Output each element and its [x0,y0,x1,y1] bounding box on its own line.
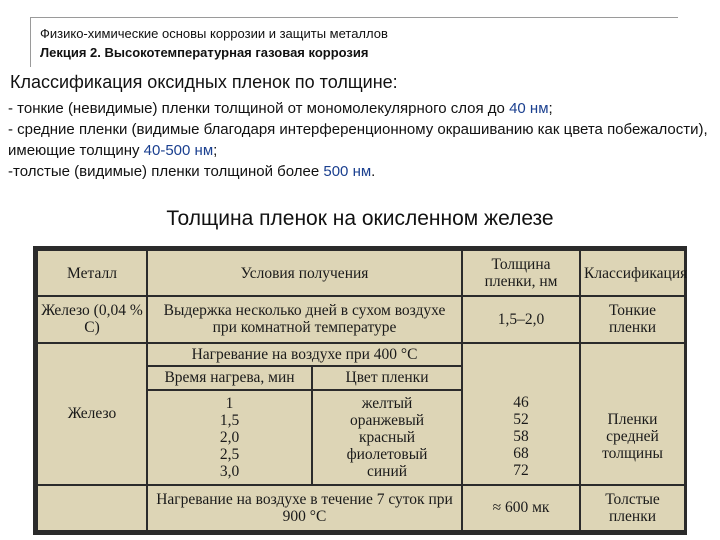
cell-time-header: Время нагрева, мин [147,366,312,390]
header-classification: Классификация [580,250,685,296]
list-item-medium: - средние пленки (видимые благодаря интерференционному окрашиванию как цвета побежалости), имеющие толщину 40-500 нм; [8,121,708,159]
cell-heating-times: 1 1,5 2,0 2,5 3,0 [147,390,312,485]
cell-class-thick: Толстые пленки [580,485,685,531]
lecture-title: Лекция 2. Высокотемпературная газовая коррозия [40,45,369,60]
cell-metal-iron: Железо [37,343,147,485]
cell-class-thin: Тонкие пленки [580,296,685,342]
cell-class-medium: Пленки средней толщины [580,390,685,485]
classification-list [8,98,713,182]
list-item-thick: -толстые (видимые) пленки толщиной более 500 нм. [8,163,376,180]
cell-thickness-values: 46 52 58 68 72 [462,390,580,485]
header-metal: Металл [37,250,147,296]
cell-conditions-room-temp: Выдержка несколько дней в сухом воздухе при комнатной температуре [147,296,462,342]
cell-thickness-thick: ≈ 600 мк [462,485,580,531]
header-rule-top [30,17,678,18]
cell-color-header: Цвет пленки [312,366,462,390]
cell-metal-iron-carbon: Железо (0,04 % С) [37,296,147,342]
header-thickness: Толщина пленки, нм [462,250,580,296]
course-title: Физико-химические основы коррозии и защиты металлов [40,26,388,41]
header-conditions: Условия получения [147,250,462,296]
cell-film-colors: желтый оранжевый красный фиолетовый синий [312,390,462,485]
header-rule-left [30,17,31,67]
cell-thickness-thin: 1,5–2,0 [462,296,580,342]
cell-heating-400: Нагревание на воздухе при 400 °С [147,343,462,366]
list-item-thin: - тонкие (невидимые) пленки толщиной от мономолекулярного слоя до 40 нм; [8,100,553,117]
film-thickness-table [33,246,687,535]
section-subtitle: Классификация оксидных пленок по толщине: [10,72,398,92]
cell-heating-900: Нагревание на воздухе в течение 7 суток при 900 °С [147,485,462,531]
table-caption: Толщина пленок на окисленном железе [166,207,554,230]
